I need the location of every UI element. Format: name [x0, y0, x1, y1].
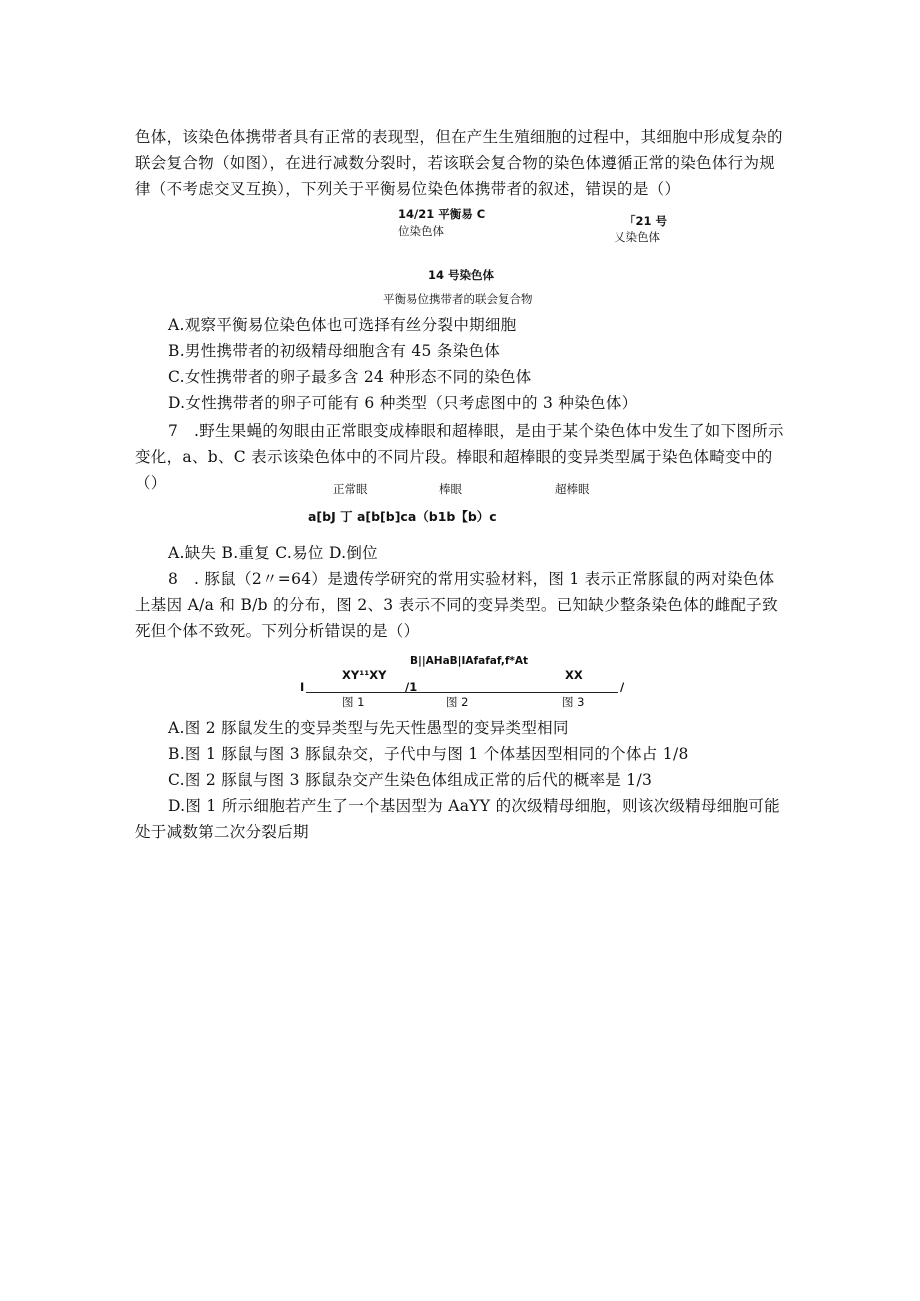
q6-option-b: B.男性携带者的初级精母细胞含有 45 条染色体: [168, 342, 501, 360]
q8-fig-left-label: XY¹¹XY: [342, 668, 387, 682]
q6-fig-caption: 平衡易位携带者的联会复合物: [383, 292, 533, 306]
q8-fig1-caption: 图 1: [342, 695, 365, 709]
q8-stem: 8 . 豚鼠（2〃=64）是遗传学研究的常用实验材料，图 1 表示正常豚鼠的两对染色体上基因 A/a 和 B/b 的分布，图 2、3 表示不同的变异类型。已知缺少整条染色体的雌配子致死但个体不致死。下列分析错误的是（）: [135, 570, 778, 640]
q8-fig-mark-right: /: [620, 680, 625, 694]
q7-fig-label-normal: 正常眼: [333, 482, 368, 496]
q6-stem: 色体，该染色体携带者具有正常的表现型，但在产生生殖细胞的过程中，其细胞中形成复杂的联会复合物（如图），在进行减数分裂时，若该联会复合物的染色体遵循正常的染色体行为规律（不考虑交叉互换），下列关于平衡易位染色体携带者的叙述，错误的是（）: [135, 128, 783, 198]
q7-fig-label-bar: 棒眼: [439, 482, 462, 496]
q8-fig-baseline: [306, 692, 618, 693]
q6-option-c: C.女性携带者的卵子最多含 24 种形态不同的染色体: [168, 368, 532, 386]
q7-stem: 7 .野生果蝇的匆眼由正常眼变成棒眼和超棒眼，是由于某个染色体中发生了如下图所示变化，a、b、C 表示该染色体中的不同片段。棒眼和超棒眼的变异类型属于染色体畸变中的（）: [135, 422, 784, 492]
q8-option-c: C.图 2 豚鼠与图 3 豚鼠杂交产生染色体组成正常的后代的概率是 1/3: [168, 771, 653, 789]
q8-fig-mark-left: I: [300, 680, 305, 694]
q8-option-b: B.图 1 豚鼠与图 3 豚鼠杂交，子代中与图 1 个体基因型相同的个体占 1/8: [168, 745, 689, 763]
q6-fig-label-right-2: 乂染色体: [614, 230, 660, 244]
q8-option-d: D.图 1 所示细胞若产生了一个基因型为 AaYY 的次级精母细胞，则该次级精母细胞可能处于减数第二次分裂后期: [135, 797, 780, 841]
q8-fig-mark-mid: /1: [405, 680, 418, 694]
q8-fig-top-label: B||AHaB|IAfafaf,f*At: [410, 655, 529, 667]
q6-option-a: A.观察平衡易位染色体也可选择有丝分裂中期细胞: [168, 316, 517, 334]
q6-fig-label-left-1: 14/21 平衡易 C: [398, 207, 486, 221]
q8-fig-right-label: XX: [565, 668, 583, 682]
q6-fig-label-bottom: 14 号染色体: [428, 268, 495, 282]
q6-fig-label-left-2: 位染色体: [398, 224, 444, 238]
q6-option-d: D.女性携带者的卵子可能有 6 种类型（只考虑图中的 3 种染色体）: [168, 394, 638, 412]
q8-fig3-caption: 图 3: [562, 695, 585, 709]
q7-options: A.缺失 B.重复 C.易位 D.倒位: [168, 544, 378, 562]
q7-fig-label-superbar: 超棒眼: [555, 482, 590, 496]
q6-fig-label-right-1: 「21 号: [624, 214, 668, 228]
q8-option-a: A.图 2 豚鼠发生的变异类型与先天性愚型的变异类型相同: [168, 719, 569, 737]
q8-fig2-caption: 图 2: [446, 695, 469, 709]
q7-fig-sequence: a[bJ 丁 a[b[b]ca（b1b【b）c: [308, 509, 497, 524]
